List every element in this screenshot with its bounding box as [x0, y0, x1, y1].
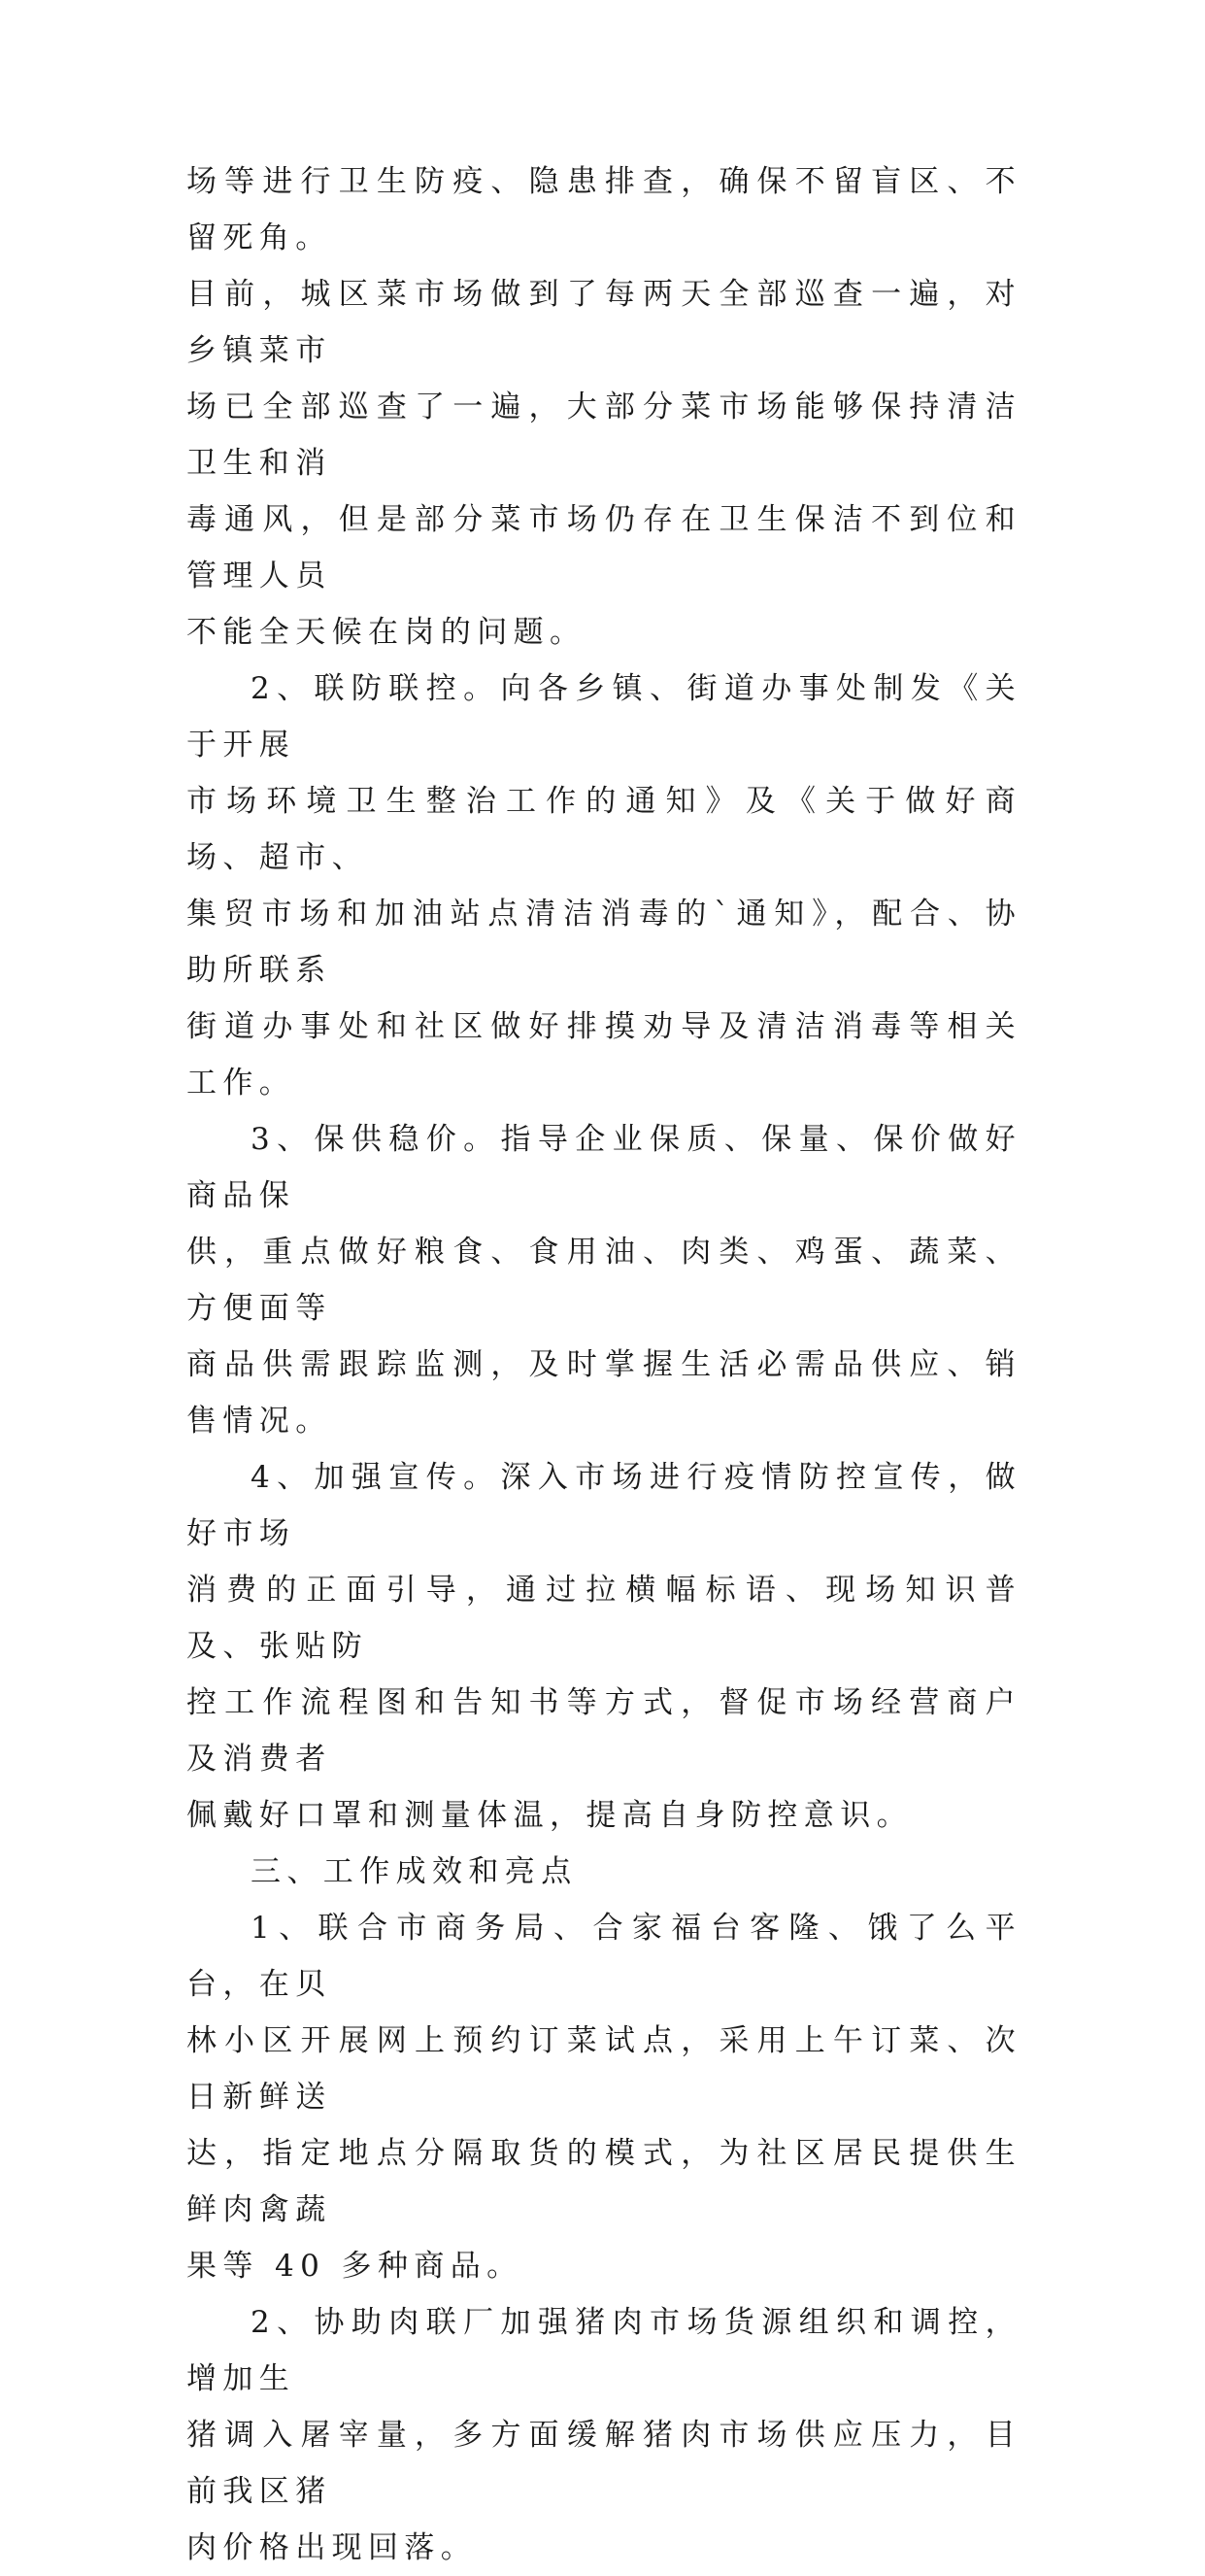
paragraph-pork-supply: [186, 2294, 1021, 2576]
text-line: 果等 40 多种商品。: [186, 2249, 523, 2284]
text-line: 2、联防联控。向各乡镇、街道办事处制发《关于开展: [186, 671, 1021, 763]
text-line: 市场环境卫生整治工作的通知》及《关于做好商场、超市、: [186, 784, 1021, 875]
text-line: 集贸市场和加油站点清洁消毒的`通知》，配合、协助所联系: [186, 897, 1021, 988]
text-line: 场等进行卫生防疫、隐患排查，确保不留盲区、不留死角。: [186, 164, 1021, 255]
text-line: 目前，城区菜市场做到了每两天全部巡查一遍，对乡镇菜市: [186, 277, 1021, 368]
paragraph-joint-prevention: [186, 661, 1021, 1111]
text-line: 街道办事处和社区做好排摸劝导及清洁消毒等相关工作。: [186, 1009, 1021, 1101]
text-line: 1、联合市商务局、合家福台客隆、饿了么平台，在贝: [186, 1911, 1021, 2002]
paragraph-supply-price: [186, 1111, 1021, 1449]
text-line: 毒通风，但是部分菜市场仍存在卫生保洁不到位和管理人员: [186, 502, 1021, 593]
text-line: 4、加强宣传。深入市场进行疫情防控宣传，做好市场: [186, 1460, 1021, 1551]
text-line: 肉价格出现回落。: [186, 2530, 478, 2565]
text-line: 林小区开展网上预约订菜试点，采用上午订菜、次日新鲜送: [186, 2023, 1021, 2115]
document-body: [186, 153, 1021, 2576]
heading-text: 三、工作成效和亮点: [251, 1854, 578, 1889]
text-line: 不能全天候在岗的问题。: [186, 615, 586, 650]
text-line: 2、协助肉联厂加强猪肉市场货源组织和调控，增加生: [186, 2305, 1021, 2396]
text-line: 佩戴好口罩和测量体温，提高自身防控意识。: [186, 1798, 913, 1833]
text-line: 场已全部巡查了一遍，大部分菜市场能够保持清洁卫生和消: [186, 390, 1021, 481]
text-line: 猪调入屠宰量，多方面缓解猪肉市场供应压力，目前我区猪: [186, 2418, 1021, 2509]
section-heading-results: [186, 1844, 1021, 1900]
text-line: 控工作流程图和告知书等方式，督促市场经营商户及消费者: [186, 1685, 1021, 1777]
paragraph-publicity: [186, 1449, 1021, 1844]
text-line: 供，重点做好粮食、食用油、肉类、鸡蛋、蔬菜、方便面等: [186, 1235, 1021, 1326]
text-line: 消费的正面引导，通过拉横幅标语、现场知识普及、张贴防: [186, 1573, 1021, 1664]
paragraph-sanitation-inspection: [186, 153, 1021, 661]
text-line: 3、保供稳价。指导企业保质、保量、保价做好商品保: [186, 1122, 1021, 1213]
paragraph-online-ordering: [186, 1900, 1021, 2294]
text-line: 商品供需跟踪监测，及时掌握生活必需品供应、销售情况。: [186, 1347, 1021, 1439]
text-line: 达，指定地点分隔取货的模式，为社区居民提供生鲜肉禽蔬: [186, 2136, 1021, 2227]
